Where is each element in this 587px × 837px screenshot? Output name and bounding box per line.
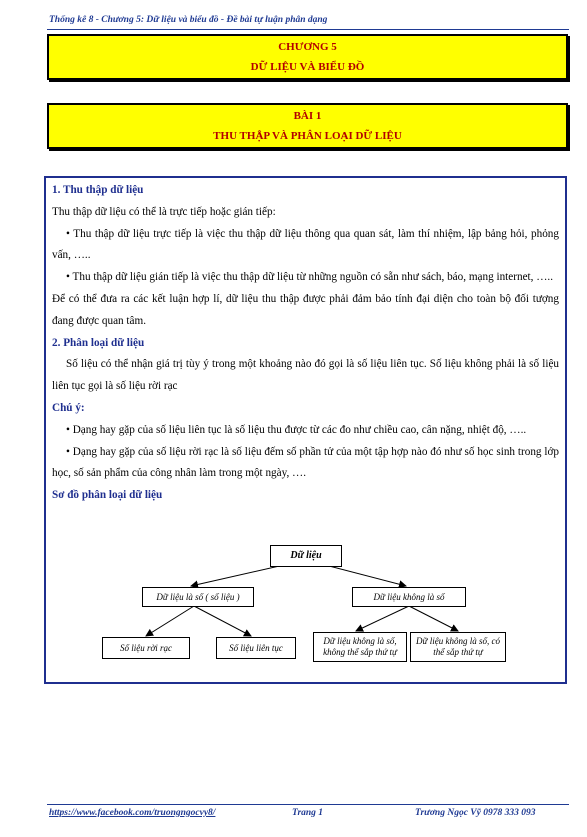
chapter-number: CHƯƠNG 5 [278, 41, 337, 53]
diagram-discrete: Số liệu rời rạc [102, 637, 190, 659]
chapter-banner [47, 34, 568, 80]
lesson-title: THU THẬP VÀ PHÂN LOẠI DỮ LIỆU [213, 130, 402, 142]
classification-diagram [46, 540, 566, 680]
lesson-number: BÀI 1 [293, 110, 322, 122]
content-box [44, 176, 567, 684]
section1-note: Để có thể đưa ra các kết luận hợp lí, dữ liệu thu thập được phải đảm bảo tính đại diện cho toàn bộ đối tượng đang được quan tâm. [52, 292, 559, 327]
section2-bullet-discrete: • Dạng hay gặp của số liệu rời rạc là số liệu đếm số phần tử của một tập hợp nào đó như số học sinh trong lớp học, số sản phẩm của công nhân làm trong một ngày, …. [52, 445, 559, 480]
footer-page-number: Trang 1 [292, 808, 324, 818]
diagram-unordered: Dữ liệu không là số, không thể sắp thứ tự [313, 632, 407, 662]
footer-divider [47, 804, 569, 805]
diagram-non-numeric: Dữ liệu không là số [352, 587, 466, 607]
section2-title: 2. Phân loại dữ liệu [52, 336, 145, 349]
section1-title: 1. Thu thập dữ liệu [52, 184, 144, 196]
section1-bullet-direct: • Thu thập dữ liệu trực tiếp là việc thu thập dữ liệu thông qua quan sát, làm thí nhiệm, lập bảng hỏi, phỏng vấn, ….. [52, 227, 559, 262]
page-header: Thống kê 8 - Chương 5: Dữ liệu và biểu đồ - Đề bài tự luận phân dạng [49, 15, 328, 25]
section1-intro: Thu thập dữ liệu có thể là trực tiếp hoặc gián tiếp: [52, 205, 276, 218]
diagram-numeric: Dữ liệu là số ( số liệu ) [142, 587, 254, 607]
footer-author: Trương Ngọc Vỹ 0978 333 093 [415, 808, 536, 818]
section2-bullet-continuous: • Dạng hay gặp của số liệu liên tục là số liệu thu được từ các đo như chiều cao, cân nặng, nhiệt độ, ….. [66, 423, 527, 436]
section2-text: Số liệu có thể nhận giá trị tùy ý trong một khoảng nào đó gọi là số liệu liên tục. Số liệu không phải là số liệu liên tục gọi là số liệu rời rạc [52, 358, 559, 393]
header-divider [47, 29, 569, 30]
section1-bullet-indirect: • Thu thập dữ liệu gián tiếp là việc thu thập dữ liệu từ những nguồn có sẵn như sách, báo, mạng internet, ….. [66, 271, 554, 284]
diagram-root: Dữ liệu [270, 545, 342, 567]
diagram-ordered: Dữ liệu không là số, có thể sắp thứ tự [410, 632, 506, 662]
chapter-title: DỮ LIỆU VÀ BIỂU ĐỒ [250, 61, 365, 73]
note-label: Chú ý: [52, 401, 85, 414]
diagram-title: Sơ đồ phân loại dữ liệu [52, 489, 163, 502]
diagram-continuous: Số liệu liên tục [216, 637, 296, 659]
footer-facebook-link[interactable]: https://www.facebook.com/truongngocvy8/ [49, 808, 216, 818]
lesson-banner [47, 103, 568, 149]
